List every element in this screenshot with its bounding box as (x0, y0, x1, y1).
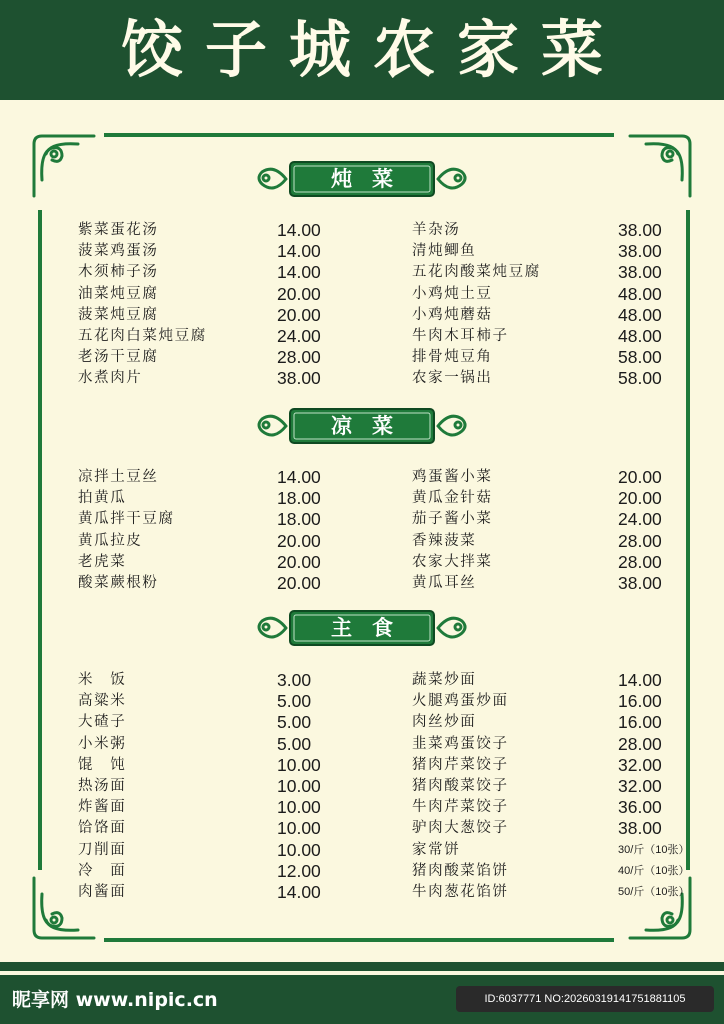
dish-name: 米 饭 (78, 672, 127, 688)
dish-price: 58.00 (618, 347, 662, 368)
dish-name: 油菜炖豆腐 (78, 285, 159, 302)
dish-price: 10.00 (277, 754, 321, 775)
dish-price: 38.00 (618, 262, 662, 283)
dish-price: 5.00 (277, 712, 312, 733)
dish-name: 五花肉白菜炖豆腐 (78, 327, 207, 344)
dish-price: 28.00 (618, 733, 662, 754)
dish-name: 木须柿子汤 (78, 264, 159, 281)
dish-name: 猪肉酸菜饺子 (412, 777, 509, 794)
dish-price: 36.00 (618, 797, 662, 818)
dish-price: 18.00 (277, 488, 321, 509)
frame-right-line (686, 210, 690, 870)
dish-name: 羊杂汤 (412, 222, 461, 238)
dish-price: 48.00 (618, 325, 662, 346)
dish-price: 28.00 (277, 347, 321, 368)
dish-price: 48.00 (618, 304, 662, 325)
dish-price: 28.00 (618, 530, 662, 551)
dish-name: 水煮肉片 (78, 370, 143, 387)
dish-name: 牛肉木耳柿子 (412, 327, 509, 344)
corner-ornament-top-left-icon (28, 130, 98, 200)
dish-name: 大碴子 (78, 714, 127, 731)
dish-name: 菠菜鸡蛋汤 (78, 243, 159, 260)
watermark-id: ID:6037771 NO:20260319141751881105 (456, 986, 714, 1012)
dish-price: 48.00 (618, 283, 662, 304)
dish-name: 热汤面 (78, 777, 127, 794)
dish-name: 黄瓜拌干豆腐 (78, 511, 175, 528)
dish-price: 14.00 (277, 241, 321, 262)
frame-top-line (104, 133, 614, 137)
dish-price: 14.00 (277, 262, 321, 283)
section-title: 炖菜 (331, 167, 413, 191)
dish-name: 小鸡炖土豆 (412, 285, 493, 302)
dish-name: 肉酱面 (78, 883, 127, 900)
dish-name: 驴肉大葱饺子 (412, 820, 509, 837)
dish-name: 小鸡炖蘑菇 (412, 306, 493, 323)
dish-price: 5.00 (277, 733, 312, 754)
dish-price: 14.00 (277, 220, 321, 240)
dish-name: 猪肉酸菜馅饼 (412, 862, 509, 879)
dish-name: 香辣菠菜 (412, 532, 477, 549)
dish-name: 黄瓜耳丝 (412, 574, 477, 591)
dish-price: 38.00 (618, 818, 662, 839)
dish-name: 茄子酱小菜 (412, 511, 493, 528)
section-header-cold (252, 405, 472, 447)
dish-price: 16.00 (618, 691, 662, 712)
dish-name: 鸡蛋酱小菜 (412, 469, 493, 485)
dish-name: 农家一锅出 (412, 370, 493, 387)
dish-price: 38.00 (618, 241, 662, 262)
dish-name: 家常饼 (412, 841, 461, 858)
dish-name: 牛肉葱花馅饼 (412, 883, 509, 900)
dish-price: 20.00 (277, 283, 321, 304)
dish-name: 农家大拌菜 (412, 553, 493, 570)
dish-price: 10.00 (277, 839, 321, 860)
dish-name: 老汤干豆腐 (78, 349, 159, 366)
dish-price: 38.00 (618, 572, 662, 593)
dish-price: 14.00 (277, 467, 321, 487)
dish-price: 16.00 (618, 712, 662, 733)
dish-name: 猪肉芹菜饺子 (412, 756, 509, 773)
dish-price: 28.00 (618, 551, 662, 572)
footer-stripe (0, 962, 724, 971)
dish-name: 韭菜鸡蛋饺子 (412, 735, 509, 752)
dish-name: 馄 饨 (78, 756, 127, 773)
dish-price: 20.00 (277, 551, 321, 572)
section-header-staple (252, 607, 472, 649)
dish-name: 黄瓜金针菇 (412, 490, 493, 507)
corner-ornament-top-right-icon (626, 130, 696, 200)
dish-price: 30/斤（10张） (618, 843, 690, 856)
dish-price: 38.00 (277, 368, 321, 389)
dish-name: 老虎菜 (78, 553, 127, 570)
frame-bottom-line (104, 938, 614, 942)
dish-price: 32.00 (618, 754, 662, 775)
dish-price: 20.00 (618, 467, 662, 487)
section-title: 主食 (331, 616, 413, 640)
dish-price: 24.00 (618, 509, 662, 530)
dish-price: 10.00 (277, 818, 321, 839)
dish-price: 24.00 (277, 325, 321, 346)
dish-price: 20.00 (277, 304, 321, 325)
dish-price: 10.00 (277, 775, 321, 796)
section-title: 凉菜 (331, 414, 413, 438)
dish-price: 50/斤（10张） (618, 885, 690, 898)
dish-price: 20.00 (277, 530, 321, 551)
dish-price: 20.00 (277, 572, 321, 593)
dish-price: 32.00 (618, 775, 662, 796)
dish-name: 排骨炖豆角 (412, 349, 493, 366)
dish-name: 饸饹面 (78, 820, 127, 837)
dish-name: 凉拌土豆丝 (78, 469, 159, 485)
section-header-stew (252, 158, 472, 200)
dish-price: 14.00 (277, 881, 321, 902)
dish-name: 黄瓜拉皮 (78, 532, 143, 549)
page-title: 饺子城农家菜 (120, 13, 625, 86)
dish-name: 蔬菜炒面 (412, 672, 477, 688)
dish-name: 五花肉酸菜炖豆腐 (412, 264, 541, 281)
dish-name: 拍黄瓜 (78, 490, 127, 507)
dish-price: 18.00 (277, 509, 321, 530)
dish-name: 菠菜炖豆腐 (78, 306, 159, 323)
dish-name: 炸酱面 (78, 799, 127, 816)
dish-name: 清炖鲫鱼 (412, 243, 477, 260)
dish-name: 紫菜蛋花汤 (78, 222, 159, 238)
dish-name: 火腿鸡蛋炒面 (412, 693, 509, 710)
dish-price: 5.00 (277, 691, 312, 712)
dish-price: 10.00 (277, 797, 321, 818)
dish-name: 肉丝炒面 (412, 714, 477, 731)
dish-price: 58.00 (618, 368, 662, 389)
watermark-logo: 昵享网 www.nipic.cn (12, 989, 218, 1011)
dish-name: 酸菜蕨根粉 (78, 574, 159, 591)
dish-price: 38.00 (618, 220, 662, 240)
dish-name: 冷 面 (78, 862, 127, 879)
dish-price: 12.00 (277, 860, 321, 881)
dish-name: 小米粥 (78, 735, 127, 752)
dish-price: 3.00 (277, 670, 312, 690)
header-banner (0, 0, 724, 100)
dish-price: 20.00 (618, 488, 662, 509)
dish-name: 牛肉芹菜饺子 (412, 799, 509, 816)
frame-left-line (38, 210, 42, 870)
dish-name: 刀削面 (78, 841, 127, 858)
dish-price: 40/斤（10张） (618, 864, 690, 877)
dish-price: 14.00 (618, 670, 662, 690)
dish-name: 高粱米 (78, 693, 127, 710)
